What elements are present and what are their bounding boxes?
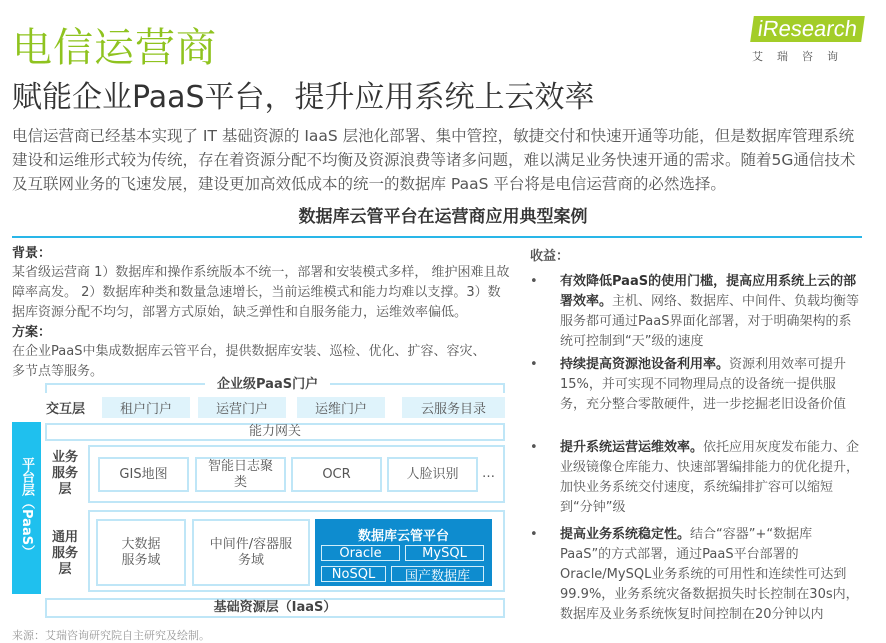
interaction-layer-label: 交互层 [46,402,86,417]
benefit-title: 提高业务系统稳定性。 [560,527,691,542]
business-face-recognition: 人脸识别 [387,457,478,492]
benefit-text: 资源利用效率可提升15%，并可实现不同物理局点的设备统一提供服务，充分整合零散硬件，进一步挖掘老旧设备价值 [560,357,847,412]
benefit-title: 提升系统运营运维效率。 [560,440,704,455]
db-nosql: NoSQL [321,566,386,582]
business-ocr: OCR [291,457,382,492]
benefit-text: 主机、网络、数据库、中间件、负载均衡等服务都可通过PaaS界面化部署，对于明确架构的系统可控制到“天”级的速度 [560,294,860,349]
benefit-item [530,525,860,625]
background-heading: 背景： [12,246,52,261]
bullet: • [530,357,538,372]
page-subtitle: 赋能企业PaaS平台，提升应用系统上云效率 [12,80,595,115]
solution-text: 在企业PaaS中集成数据库云管平台，提供数据库安装、巡检、优化、扩容、容灾、多节点等服务。 [12,344,486,379]
logo-cn: 艾瑞咨询 [752,50,852,63]
db-platform-title: 数据库云管平台 [357,529,449,544]
divider [12,236,862,238]
platform-layer-bar [12,422,41,594]
more-ellipsis: … [482,466,495,481]
benefit-item [530,272,860,352]
general-middleware: 中间件/容器服务域 [192,519,310,586]
business-layer-label: 业务服务层 [51,450,78,497]
capability-gateway: 能力网关 [45,423,505,441]
db-mysql: MySQL [405,545,484,561]
benefit-item [530,438,860,518]
platform-layer-label: 平台层（PaaS） [19,457,34,559]
bullet: • [530,274,538,289]
db-domestic: 国产数据库 [391,566,484,582]
iresearch-logo [752,16,862,64]
page-title: 电信运营商 [12,25,217,71]
portal-operation: 运营门户 [198,397,286,418]
business-gis: GIS地图 [98,457,189,492]
bullet: • [530,527,538,542]
general-bigdata: 大数据服务域 [96,519,186,586]
benefits-heading: 收益： [530,249,570,264]
db-oracle: Oracle [321,545,400,561]
benefit-text: 依托应用灰度发布能力、企业级镜像仓库能力、快速部署编排能力的优化提升，加快业务系统交付速度，系统编排扩容可以缩短到“分钟”级 [560,440,860,515]
benefit-title: 有效降低PaaS的使用门槛，提高应用系统上云的部署效率。 [560,274,857,309]
portal-catalog: 云服务目录 [402,397,505,418]
benefit-text: 结合“容器”+“数据库PaaS”的方式部署，通过PaaS平台部署的Oracle/MySQL业务系统的可用性和连续性可达到99.9%，业务系统灾备数据损失时长控制在30s内，数据库及业务系统恢复时间控制在20分钟以内 [560,527,859,622]
portal-tenant: 租户门户 [102,397,190,418]
portal-label: 企业级PaaS门户 [205,373,330,392]
source-note: 来源：艾瑞咨询研究院自主研究及绘制。 [12,629,210,642]
benefit-item [530,355,860,415]
portal-maintenance: 运维门户 [297,397,385,418]
intro-paragraph: 电信运营商已经基本实现了 IT 基础资源的 IaaS 层池化部署、集中管控，敏捷交付和快速开通等功能，但是数据库管理系统建设和运维形式较为传统，存在着资源分配不均衡及资源浪费等诸多问题，难以满足业务快速开通的需求。随着5G通信技术及互联网业务的飞速发展，建设更加高效低成本的统一的数据库 PaaS 平台将是电信运营商的必然选择。 [12,127,856,193]
iaas-layer: 基础资源层（IaaS） [45,598,505,618]
benefit-title: 持续提高资源池设备利用率。 [560,357,730,372]
bullet: • [530,440,538,455]
business-log-clustering: 智能日志聚类 [195,457,286,492]
case-title: 数据库云管平台在运营商应用典型案例 [298,207,588,227]
background-text: 某省级运营商 1）数据库和操作系统版本不统一，部署和安装模式多样， 维护困难且故障率高发。 2）数据库种类和数量急速增长，当前运维模式和能力均难以支撑。3）数据库资源分配不均匀，部署方式原始，缺乏弹性和自服务能力，运维效率偏低。 [12,265,510,320]
logo-brand: iResearch [750,16,865,42]
solution-heading: 方案： [12,325,52,340]
general-layer-label: 通用服务层 [51,530,78,577]
